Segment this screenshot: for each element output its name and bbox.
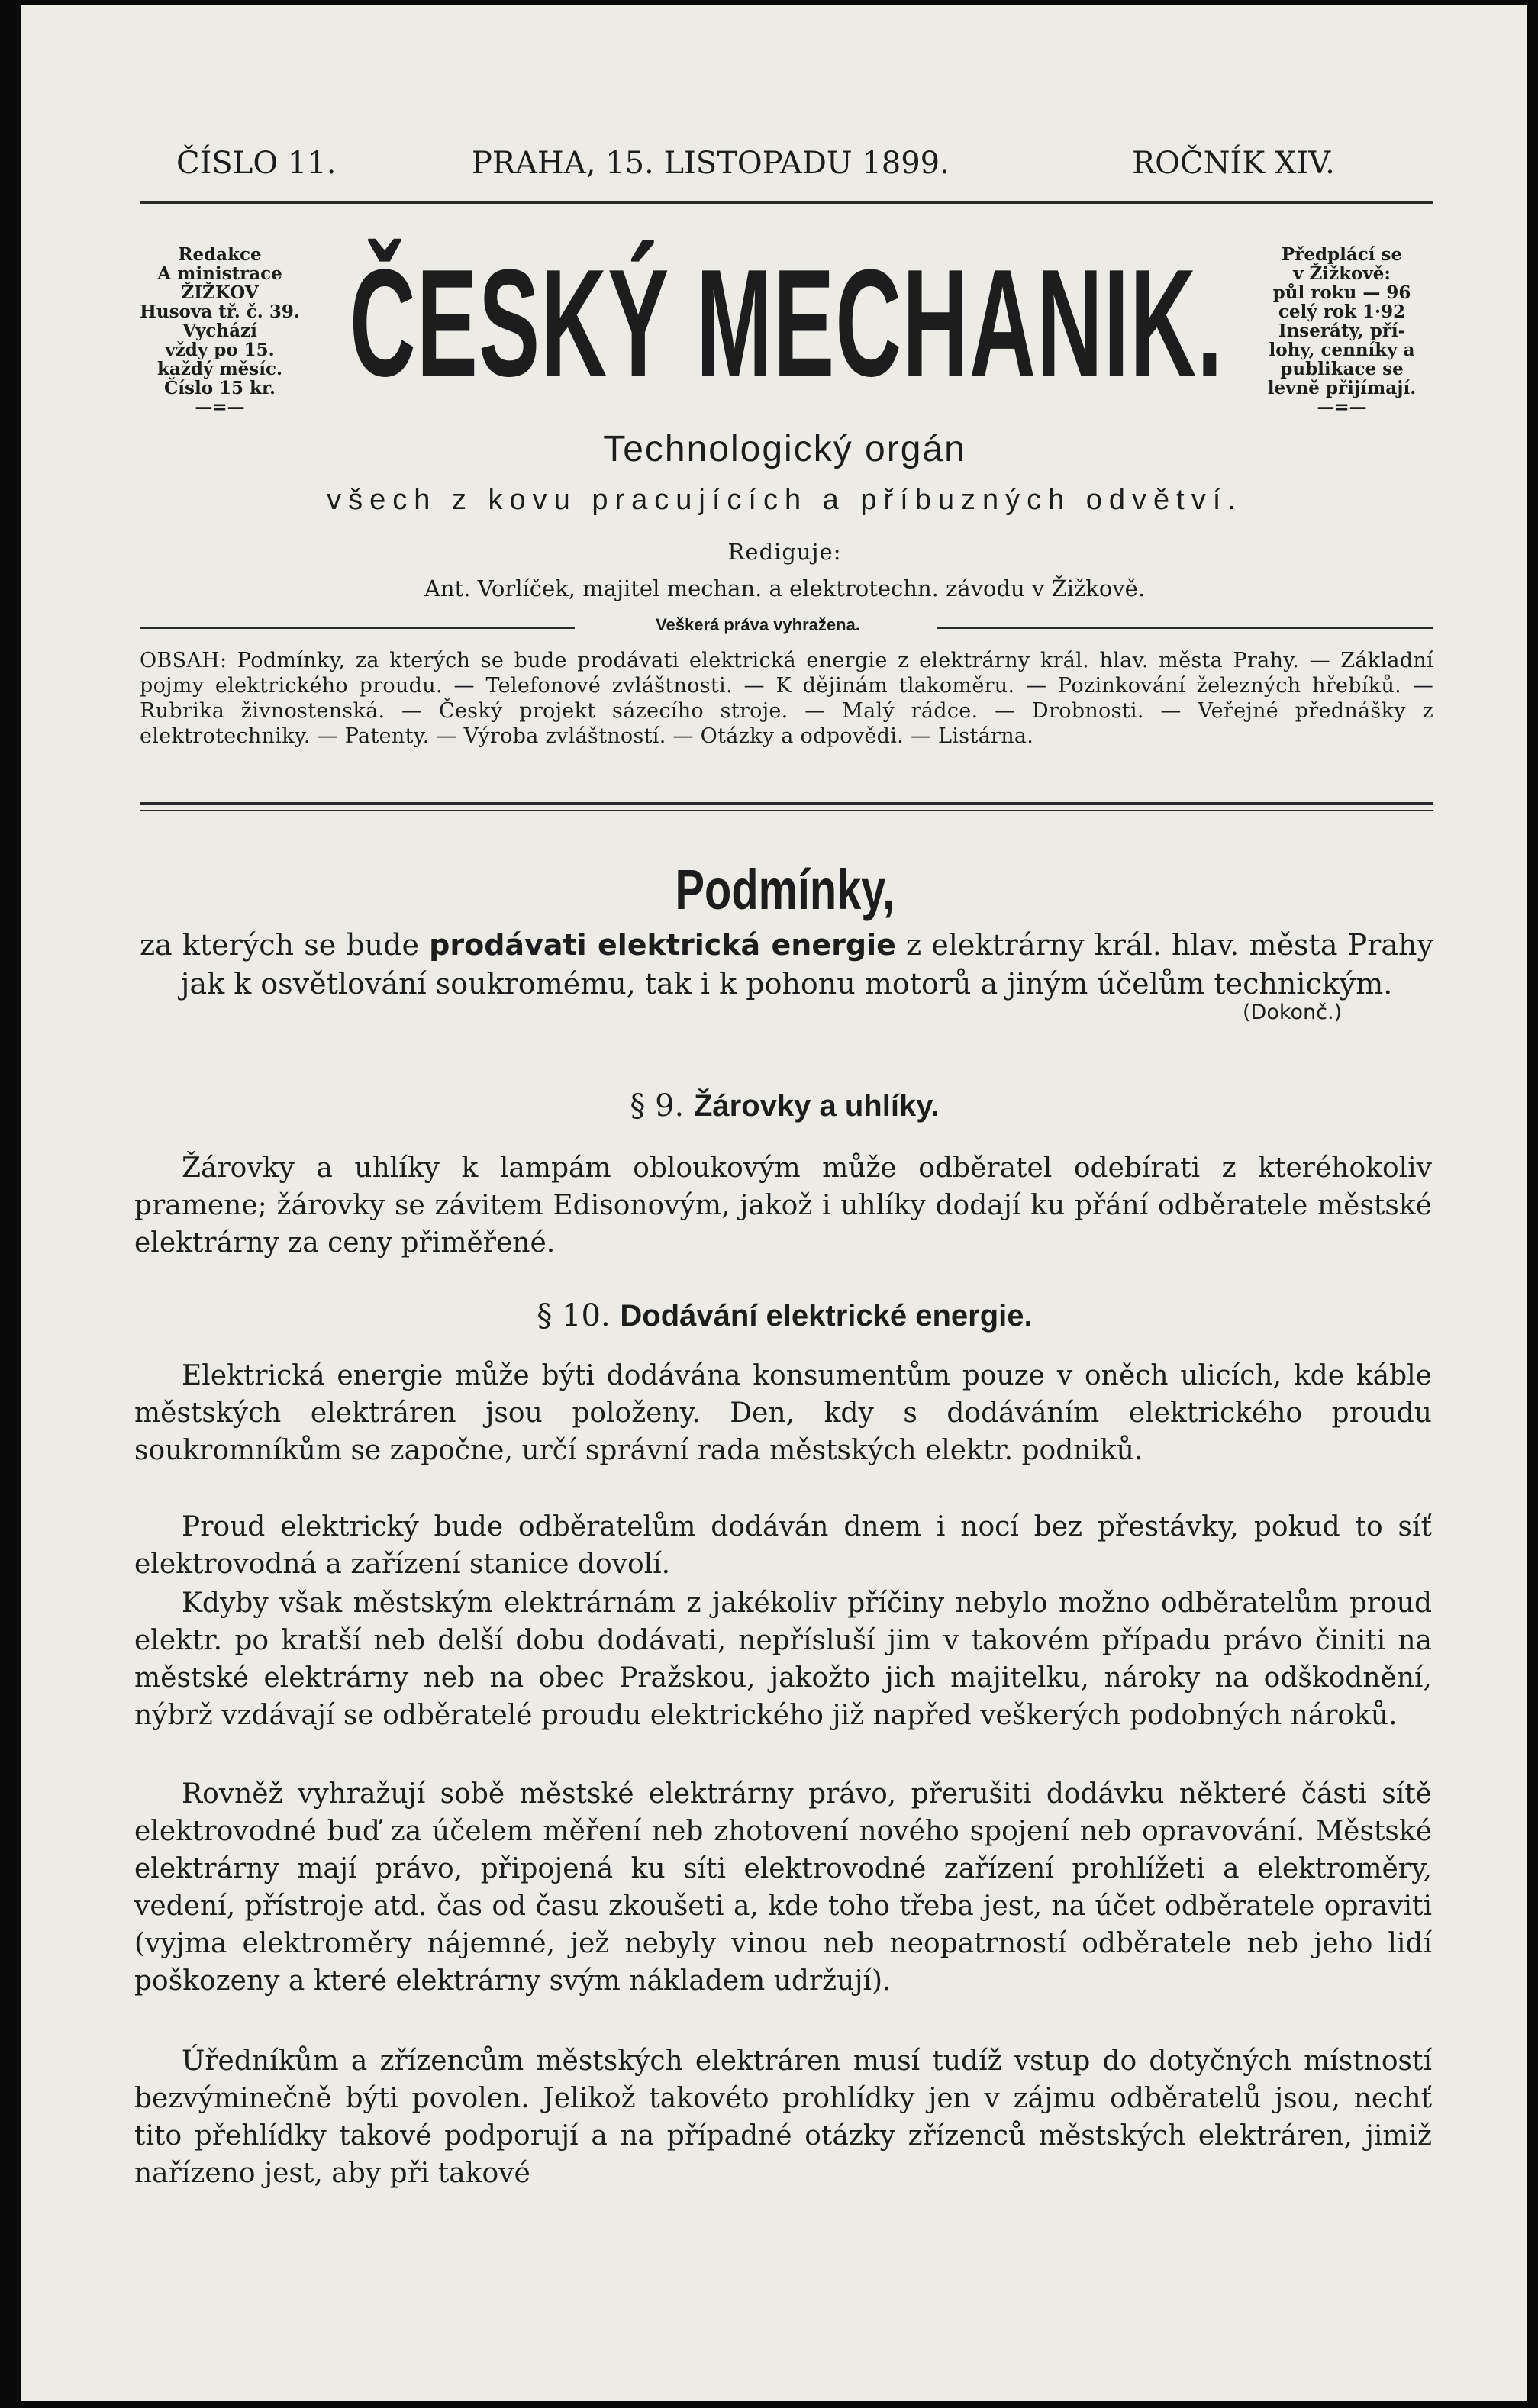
- info-line: Předplácí se: [1281, 244, 1403, 265]
- info-divider: —=—: [1317, 397, 1367, 417]
- info-line: Vychází: [182, 321, 257, 341]
- info-line: ŽIŽKOV: [181, 282, 259, 303]
- body-paragraph: [134, 1357, 1432, 1469]
- subscription-info-box: [1239, 245, 1445, 417]
- body-paragraph: [134, 2042, 1432, 2192]
- masthead-tagline: všech z kovu pracujících a příbuzných odvětví.: [327, 484, 1243, 516]
- paragraph-text: Úředníkům a zřízencům městských elektráren musí tudíž vstup do dotyčných místností bezvýminečně býti povolen. Jelikož takovéto prohlídky jen v zájmu odběratelů jsou, nechť tito přehlídky takové podporují a na případné otázky zřízenců městských elektráren, jimiž nařízeno jest, aby při takové: [134, 2045, 1432, 2189]
- contents-text: Podmínky, za kterých se bude prodávati elektrická energie z elektrárny král. hlav. města Prahy. — Základní pojmy elektrického proudu. — Telefonové zvláštnosti. — K dějinám tlakoměru. — Pozinkování železných hřebíků. — Rubrika živnostenská. — Český projekt sázecího stroje. — Malý rádce. — Drobnosti. — Veřejné přednášky z elektrotechniky. — Patenty. — Výroba zvláštností. — Otázky a odpovědi. — Listárna.: [140, 649, 1433, 748]
- intro-bold: prodávati elektrická energie: [429, 928, 896, 962]
- info-line: každý měsíc.: [156, 359, 283, 379]
- paragraph-text: Elektrická energie může býti dodávána konsumentům pouze v oněch ulicích, kde káble městských elektráren jsou položeny. Den, kdy s dodáváním elektrického proudu soukromníkům se započne, určí správní rada městských elektr. podniků.: [134, 1360, 1432, 1466]
- info-line: levně přijímají.: [1267, 378, 1417, 398]
- section-9-number: § 9.: [630, 1088, 685, 1123]
- info-line: lohy, cenníky a: [1269, 340, 1415, 360]
- intro-text-a: za kterých se bude: [140, 928, 419, 962]
- table-of-contents: [140, 648, 1433, 749]
- info-line: Inseráty, pří-: [1278, 321, 1406, 341]
- section-9-paragraph: [134, 1149, 1432, 1262]
- paragraph-text: Kdyby však městským elektrárnám z jakékoliv příčiny nebylo možno odběratelům proud elektr. po kratší neb delší dobu dodávati, nepřísluší jim v takovém případu právo činiti na městské elektrárny neb na obec Pražskou, jakožto jich majitelku, nároky na odškodnění, nýbrž vzdávají se odběratelé proudu elektrického již napřed veškerých podobných nároků.: [134, 1588, 1432, 1731]
- editorial-info-box: [128, 245, 311, 417]
- editor-line: Ant. Vorlíček, majitel mechan. a elektrotechn. závodu v Žižkově.: [424, 575, 1146, 601]
- section-10-title: Dodávání elektrické energie.: [620, 1299, 1033, 1333]
- info-divider: —=—: [195, 397, 245, 417]
- masthead-title: ČESKÝ MECHANIK.: [350, 238, 1224, 408]
- rights-rule-right: [937, 627, 1433, 629]
- intro-text-b: z elektrárny král. hlav. města Prahy jak k osvětlování soukromému, tak i k pohonu motorů a jiným účelům technickým.: [180, 928, 1433, 1001]
- info-line: v Žižkově:: [1293, 263, 1391, 284]
- rights-rule-left: [140, 627, 575, 629]
- header-rule: [140, 201, 1433, 204]
- paragraph-text: Rovněž vyhražují sobě městské elektrárny právo, přerušiti dodávku některé části sítě elektrovodné buď za účelem měření neb zhotovení nového spojení neb opravování. Městské elektrárny mají právo, připojená ku síti elektrovodné zařízení prohlížeti a elektroměry, vedení, přístroje atd. čas od času zkoušeti a, kde toho třeba jest, na účet odběratele opraviti (vyjma elektroměry nájemné, jež nebyly vinou neb neopatrností odběratele neb jeho lidí poškozeny a které elektrárny svým nákladem udržují).: [134, 1778, 1432, 1997]
- contents-rule-thin: [140, 810, 1433, 811]
- body-paragraph: [134, 1508, 1432, 1583]
- info-line: Husova tř. č. 39.: [140, 301, 300, 322]
- issue-number: ČÍSLO 11.: [176, 146, 337, 181]
- section-9-text: Žárovky a uhlíky k lampám obloukovým může odběratel odebírati z kteréhokoliv pramene; žárovky se závitem Edisonovým, jakož i uhlíky dodají ku přání odběratele městské elektrárny za ceny přiměřené.: [134, 1152, 1432, 1259]
- info-line: vždy po 15.: [165, 340, 275, 360]
- article-intro: [140, 926, 1433, 1004]
- contents-rule: [140, 802, 1433, 805]
- section-9-heading: [403, 1088, 1166, 1123]
- info-line: Číslo 15 kr.: [163, 378, 276, 398]
- section-10-heading: [327, 1298, 1243, 1333]
- continued-note: (Dokonč.): [1243, 1001, 1343, 1024]
- place-date: PRAHA, 15. LISTOPADU 1899.: [472, 146, 950, 181]
- info-line: celý rok 1·92: [1278, 301, 1406, 322]
- body-paragraph: [134, 1584, 1432, 1734]
- contents-label: OBSAH:: [140, 649, 227, 672]
- rights-notice: Veškerá práva vyhražena.: [656, 615, 860, 634]
- masthead-subtitle: Technologický orgán: [603, 429, 966, 469]
- info-line: Redakce: [178, 244, 262, 265]
- article-title-wrap: [403, 859, 1166, 920]
- editor-label: Rediguje:: [727, 539, 842, 565]
- section-9-title: Žárovky a uhlíky.: [693, 1089, 940, 1123]
- info-line: A ministrace: [157, 263, 282, 284]
- paragraph-text: Proud elektrický bude odběratelům dodáván dnem i nocí bez přestávky, pokud to síť elektrovodná a zařízení stanice dovolí.: [134, 1511, 1432, 1580]
- info-line: půl roku — 96: [1272, 282, 1411, 303]
- section-10-number: § 10.: [537, 1298, 611, 1333]
- article-title: Podmínky,: [675, 858, 895, 921]
- volume-number: ROČNÍK XIV.: [1132, 146, 1335, 181]
- info-line: publikace se: [1280, 359, 1404, 379]
- body-paragraph: [134, 1775, 1432, 2000]
- newspaper-page: [21, 5, 1527, 2401]
